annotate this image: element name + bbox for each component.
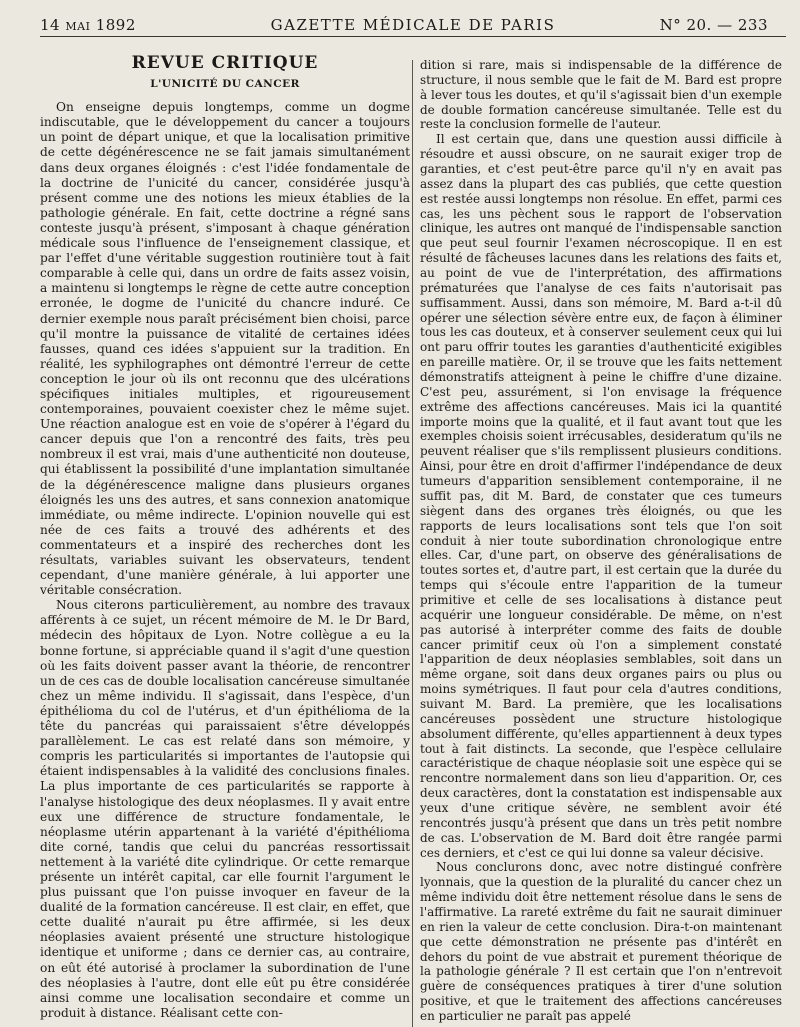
- article-columns: [0, 53, 800, 1027]
- date-year: 1892: [95, 16, 136, 34]
- left-column: [40, 53, 410, 1021]
- paragraph: Nous conclurons donc, avec notre distingué confrère lyonnais, que la question de la pluralité du cancer chez un même individu doit être nettement résolue dans le sens de l'affirmative. La rareté extrême du fait ne saurait diminuer en rien la valeur de cette conclusion. Dira-t-on maintenant que cette démonstration ne présente pas d'intérêt en dehors du point de vue abstrait et purement théorique de la pathologie générale ? Il est certain que l'on n'entrevoit guère de conséquences pratiques à tirer d'une solution positive, et que le traitement des affections cancéreuses en particulier ne paraît pas appelé: [420, 860, 782, 1023]
- paragraph: Nous citerons particulièrement, au nombre des travaux afférents à ce sujet, un récent mémoire de M. le Dr Bard, médecin des hôpitaux de Lyon. Notre collègue a eu la bonne fortune, si appréciable quand il s'agit d'une question où les faits doivent passer avant la théorie, de rencontrer un de ces cas de double localisation cancéreuse simultanée chez un même individu. Il s'agissait, dans l'espèce, d'un épithélioma du col de l'utérus, et d'un épithélioma de la tête du pancréas qui paraissaient s'être développés parallèlement. Le cas est relaté dans son mémoire, y compris les particularités si importantes de l'autopsie qui étaient indispensables à la validité des conclusions finales. La plus importante de ces particularités se rapporte à l'analyse histologique des deux néoplasmes. Il y avait entre eux une différence de structure fondamentale, le néoplasme utérin appartenant à la variété d'épithélioma dite corné, tandis que celui du pancréas ressortissait nettement à la variété dite cylindrique. Or cette remarque présente un intérêt capital, car elle fournit l'argument le plus puissant que l'on puisse invoquer en faveur de la dualité de la formation cancéreuse. Il est clair, en effet, que cette dualité n'aurait pu être affirmée, si les deux néoplasies avaient présenté une structure histologique identique et uniforme ; dans ce dernier cas, au contraire, on eût été autorisé à proclamer la subordination de l'une des néoplasies à l'autre, dont elle eût pu être considérée ainsi comme une localisation secondaire et comme un produit à distance. Réalisant cette con-: [40, 598, 410, 1020]
- page-header: [40, 10, 786, 37]
- journal-name: GAZETTE MÉDICALE DE PARIS: [270, 16, 556, 34]
- right-column: [420, 58, 782, 1024]
- column-divider: [412, 60, 413, 1027]
- issue-number: N° 20. — 233: [659, 16, 768, 34]
- article-title: L'UNICITÉ DU CANCER: [150, 78, 300, 91]
- paragraph: dition si rare, mais si indispensable de la différence de structure, il nous semble que le fait de M. Bard est propre à lever tous les doutes, et qu'il s'agissait bien d'un exemple de double formation cancéreuse simultanée. Telle est du reste la conclusion formelle de l'auteur.: [420, 58, 782, 132]
- paragraph: Il est certain que, dans une question aussi difficile à résoudre et aussi obscure, on ne saurait exiger trop de garanties, et c'est peut-être parce qu'il n'y en avait pas assez dans la plupart des cas publiés, que cette question est restée aussi longtemps non résolue. En effet, parmi ces cas, les uns pèchent sous le rapport de l'observation clinique, les autres ont manqué de l'indispensable sanction que peut seul fournir l'examen nécroscopique. Il en est résulté de fâcheuses lacunes dans les relations des faits et, au point de vue de l'interprétation, des affirmations prématurées que l'analyse de ces faits n'autorisait pas suffisamment. Aussi, dans son mémoire, M. Bard a-t-il dû opérer une sélection sévère entre eux, de façon à éliminer tous les cas douteux, et à conserver seulement ceux qui lui ont paru offrir toutes les garanties d'authenticité exigibles en pareille matière. Or, il se trouve que les faits nettement démonstratifs atteignent à peine le chiffre d'une dizaine. C'est peu, assurément, si l'on envisage la fréquence extrême des affections cancéreuses. Mais ici la quantité importe moins que la qualité, et il faut avant tout que les exemples choisis soient irrécusables, desideratum qu'ils ne peuvent réaliser que s'ils remplissent plusieurs conditions. Ainsi, pour être en droit d'affirmer l'indépendance de deux tumeurs d'apparition sensiblement contemporaine, il ne suffit pas, dit M. Bard, de constater que ces tumeurs siègent dans des organes très éloignés, ou que les rapports de leurs localisations sont tels que l'on soit conduit à nier toute subordination chronologique entre elles. Car, d'une part, on observe des généralisations de toutes sortes et, d'autre part, il est certain que la durée du temps qui s'écoule entre l'apparition de la tumeur primitive et celle de ses localisations à distance peut acquérir une longueur considérable. De même, on n'est pas autorisé à interpréter comme des faits de double cancer primitif ceux où l'on a simplement constaté l'apparition de deux néoplasies semblables, soit dans un même organe, soit dans deux organes pairs ou plus ou moins symétriques. Il faut pour cela d'autres conditions, suivant M. Bard. La première, que les localisations cancéreuses possèdent une structure histologique absolument différente, qu'elles appartiennent à deux types tout à fait distincts. La seconde, que l'espèce cellulaire caractéristique de chaque néoplasie soit une espèce qui se rencontre normalement dans son lieu d'apparition. Or, ces deux caractères, dont la constatation est indispensable aux yeux d'une critique sévère, ne semblent avoir été rencontrés jusqu'à présent que dans un très petit nombre de cas. L'observation de M. Bard doit être rangée parmi ces derniers, et c'est ce qui lui donne sa valeur décisive.: [420, 132, 782, 860]
- date-month: MAI: [65, 20, 91, 33]
- section-title: REVUE CRITIQUE: [131, 53, 319, 73]
- paragraph: On enseigne depuis longtemps, comme un dogme indiscutable, que le développement du cancer a toujours un point de départ unique, et que la localisation primitive de cette dégénérescence ne se fait jamais simultanément dans deux organes éloignés : c'est l'idée fondamentale de la doctrine de l'unicité du cancer, considérée jusqu'à présent comme une des notions les mieux établies de la pathologie générale. En fait, cette doctrine a régné sans conteste jusqu'à présent, s'imposant à chaque génération médicale sous l'influence de l'enseignement classique, et par l'effet d'une véritable suggestion routinière tout à fait comparable à celle qui, dans un ordre de faits assez voisin, a maintenu si longtemps le règne de cette autre conception erronée, le dogme de l'unicité du chancre induré. Ce dernier exemple nous paraît précisément bien choisi, parce qu'il montre la puissance de vitalité de certaines idées fausses, quand ces idées s'appuient sur la tradition. En réalité, les syphilographes ont démontré l'erreur de cette conception le jour où ils ont reconnu que des ulcérations spécifiques initiales multiples, et rigoureusement contemporaines, pouvaient coexister chez le même sujet. Une réaction analogue est en voie de s'opérer à l'égard du cancer depuis que l'on a rencontré des faits, très peu nombreux il est vrai, mais d'une authenticité non douteuse, qui établissent la possibilité d'une implantation simultanée de la dégénérescence maligne dans plusieurs organes éloignés les uns des autres, et sans connexion anatomique immédiate, ou même indirecte. L'opinion nouvelle qui est née de ces faits a trouvé des adhérents et des commentateurs et a inspiré des recherches dont les résultats, variables suivant les observateurs, tendent cependant, d'une manière générale, à lui apporter une véritable consécration.: [40, 100, 410, 598]
- date-day: 14: [40, 16, 61, 34]
